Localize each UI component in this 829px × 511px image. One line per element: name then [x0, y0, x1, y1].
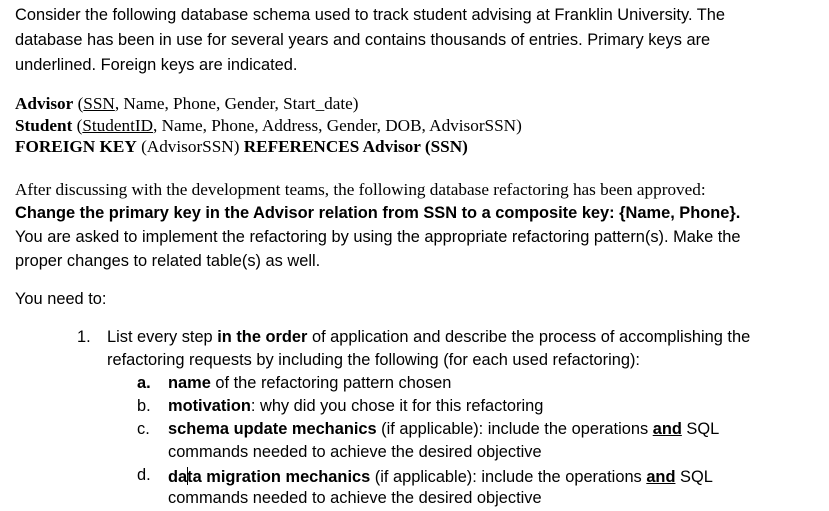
sub-item-a-text: of the refactoring pattern chosen: [210, 374, 452, 392]
sub-item-d-text: (if applicable): include the operations: [370, 468, 647, 486]
sub-item-b-text: : why did you chose it for this refactoring: [250, 397, 544, 415]
sub-item-c-term: schema update mechanics: [168, 420, 377, 438]
sub-item-c-line-2: commands needed to achieve the desired objective: [168, 443, 542, 461]
student-relation-name: Student: [15, 116, 73, 135]
intro-line-1: Consider the following database schema used to track student advising at Franklin University. The: [15, 6, 726, 24]
you-need-to: You need to:: [15, 290, 107, 308]
intro-line-3: underlined. Foreign keys are indicated.: [15, 56, 298, 74]
sub-item-d-term-start: da: [168, 468, 188, 486]
student-open-paren: (: [72, 116, 83, 135]
foreign-key-column: (AdvisorSSN): [136, 137, 244, 156]
foreign-key-clause: [15, 138, 468, 155]
list-item-1-line-2: refactoring requests by including the following (for each used refactoring):: [107, 351, 640, 369]
student-attributes: , Name, Phone, Address, Gender, DOB, AdvisorSSN): [153, 116, 522, 135]
sub-item-b: [168, 398, 543, 414]
sub-item-c-sql: SQL: [681, 420, 720, 438]
sub-item-a: [168, 375, 451, 391]
references-clause: REFERENCES Advisor (SSN): [243, 137, 468, 156]
sub-item-a-term: name: [168, 374, 211, 392]
advisor-primary-key: SSN: [83, 94, 115, 113]
list-item-1-text-c: of application and describe the process of accomplishing the: [307, 328, 751, 346]
foreign-key-keyword: FOREIGN KEY: [15, 137, 137, 156]
advisor-attributes: , Name, Phone, Gender, Start_date): [114, 94, 359, 113]
sub-item-c-line-1: [168, 421, 719, 437]
asked-line-1: You are asked to implement the refactoring by using the appropriate refactoring pattern(s). Make the: [15, 228, 741, 246]
sub-item-d-line-2: commands needed to achieve the desired objective: [168, 489, 542, 507]
sub-item-c-label: c.: [137, 420, 150, 438]
sub-item-a-label: a.: [137, 374, 151, 392]
list-number-1: 1.: [77, 328, 91, 346]
sub-item-b-label: b.: [137, 397, 151, 415]
sub-item-b-term: motivation: [168, 397, 251, 415]
asked-line-2: proper changes to related table(s) as well.: [15, 252, 321, 270]
advisor-open-paren: (: [73, 94, 84, 113]
sub-item-c-text: (if applicable): include the operations: [376, 420, 653, 438]
sub-item-d-and: and: [646, 468, 676, 486]
list-item-1-text-a: List every step: [107, 328, 218, 346]
sub-item-c-and: and: [652, 420, 682, 438]
student-primary-key: StudentID: [82, 116, 153, 135]
change-requirement: Change the primary key in the Advisor relation from SSN to a composite key: {Name, Phone}.: [15, 204, 741, 222]
advisor-relation-name: Advisor: [15, 94, 74, 113]
sub-item-d-line-1: [168, 467, 713, 485]
student-schema: [15, 117, 522, 134]
sub-item-d-label: d.: [137, 466, 151, 484]
approved-line: After discussing with the development teams, the following database refactoring has been approved:: [15, 180, 706, 199]
sub-item-d-sql: SQL: [675, 468, 713, 486]
list-item-1-line-1: [107, 329, 750, 345]
advisor-schema: [15, 95, 359, 112]
sub-item-d-term-end: ta migration mechanics: [187, 468, 371, 486]
intro-line-2: database has been in use for several years and contains thousands of entries. Primary keys are: [15, 31, 711, 49]
list-item-1-emphasis: in the order: [217, 328, 308, 346]
